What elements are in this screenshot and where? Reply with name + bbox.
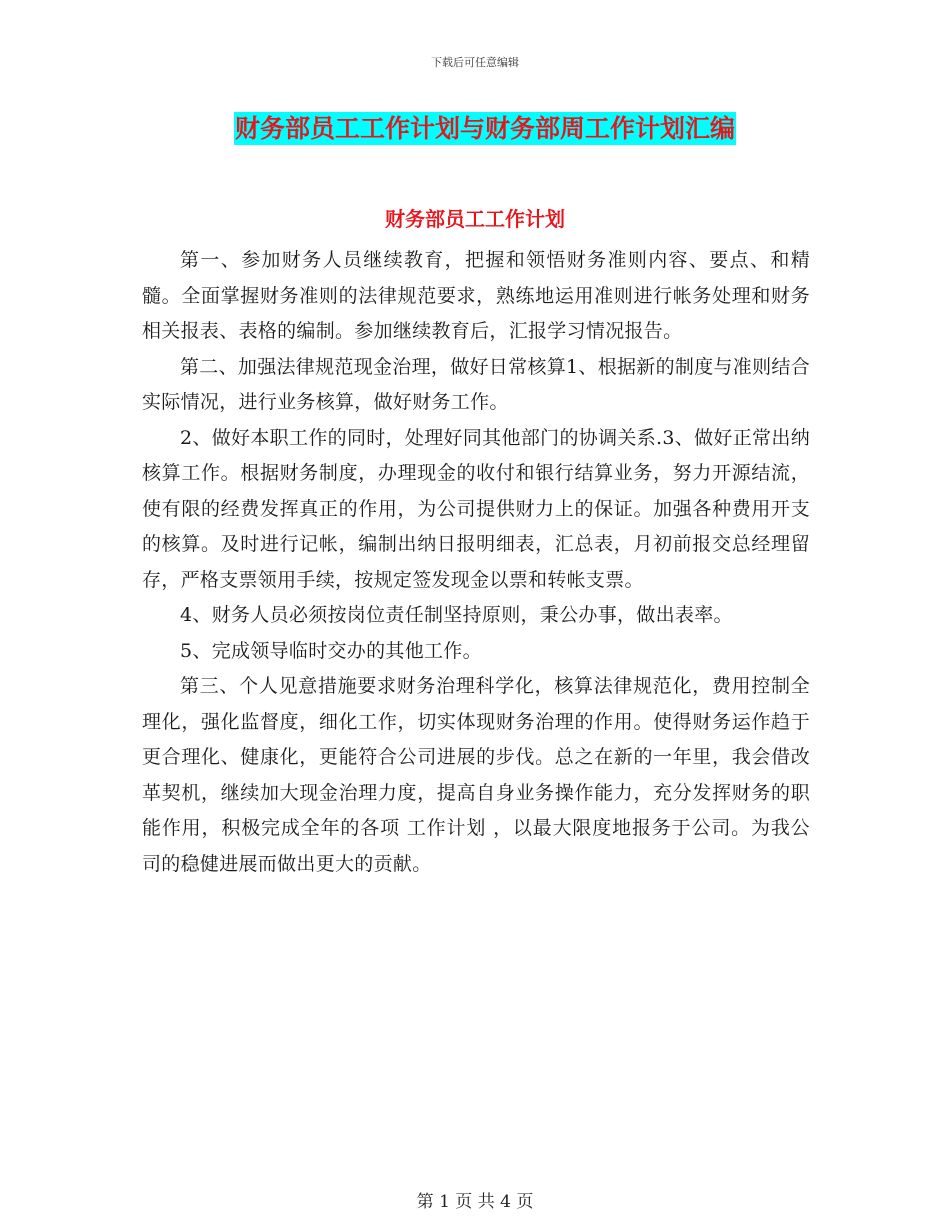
document-body — [142, 243, 810, 882]
section-title: 财务部员工工作计划 — [385, 207, 565, 231]
paragraph-1: 第一、参加财务人员继续教育，把握和领悟财务准则内容、要点、和精髓。全面掌握财务准则的法律规范要求，熟练地运用准则进行帐务处理和财务相关报表、表格的编制。参加继续教育后，汇报学习情况报告。 — [142, 249, 810, 342]
paragraph-6: 第三、个人见意措施要求财务治理科学化，核算法律规范化，费用控制全理化，强化监督度，细化工作，切实体现财务治理的作用。使得财务运作趋于更合理化、健康化，更能符合公司进展的步伐。总之在新的一年里，我会借改革契机，继续加大现金治理力度，提高自身业务操作能力，充分发挥财务的职能作用，积极完成全年的各项 工作计划 ，以最大限度地报务于公司。为我公司的稳健进展而做出更大的贡献。 — [142, 675, 810, 875]
page-number-footer: 第 1 页 共 4 页 — [416, 1192, 534, 1212]
paragraph-3: 2、做好本职工作的同时，处理好同其他部门的协调关系.3、做好正常出纳核算工作。根据财务制度，办理现金的收付和银行结算业务，努力开源结流，使有限的经费发挥真正的作用，为公司提供财力上的保证。加强各种费用开支的核算。及时进行记帐，编制出纳日报明细表，汇总表，月初前报交总经理留存，严格支票领用手续，按规定签发现金以票和转帐支票。 — [142, 426, 810, 591]
paragraph-2: 第二、加强法律规范现金治理，做好日常核算1、根据新的制度与准则结合实际情况，进行业务核算，做好财务工作。 — [142, 355, 810, 413]
paragraph-4: 4、财务人员必须按岗位责任制坚持原则，秉公办事，做出表率。 — [180, 604, 733, 626]
document-title: 财务部员工工作计划与财务部周工作计划汇编 — [235, 114, 736, 143]
header-note: 下载后可任意编辑 — [431, 56, 519, 69]
paragraph-5: 5、完成领导临时交办的其他工作。 — [180, 639, 482, 662]
